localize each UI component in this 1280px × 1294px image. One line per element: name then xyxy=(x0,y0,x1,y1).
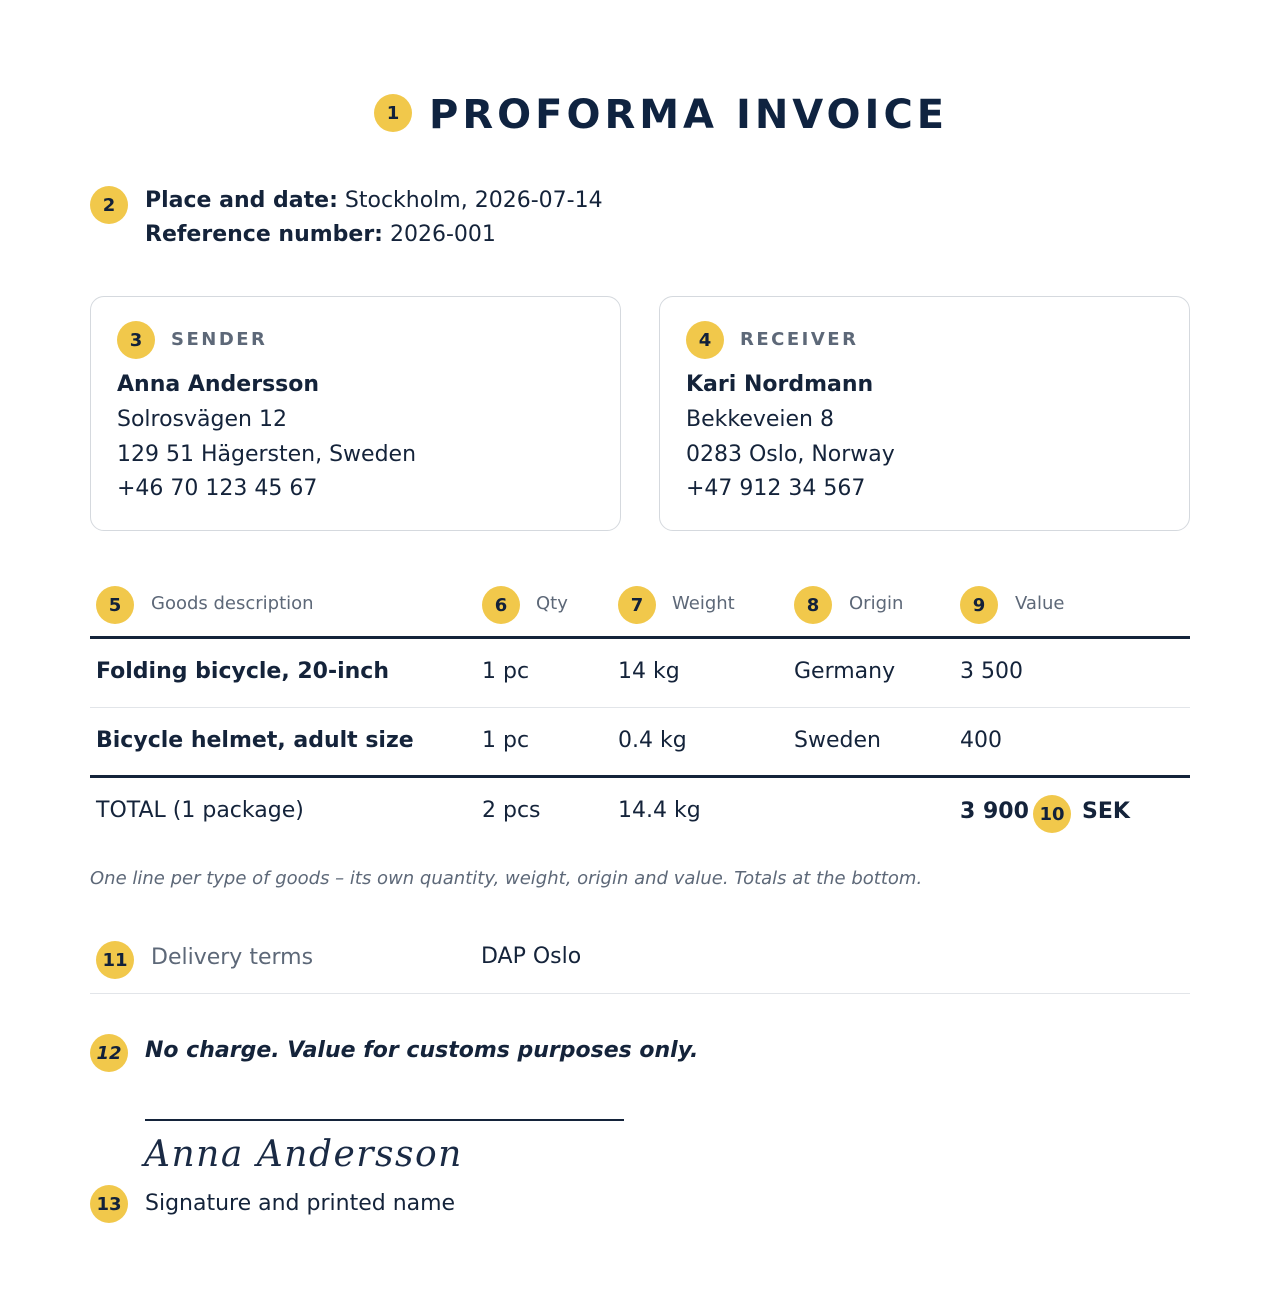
row-1-qty: 1 pc xyxy=(482,659,530,684)
marker-2: 2 xyxy=(90,186,128,224)
marker-13: 13 xyxy=(90,1185,128,1223)
marker-7: 7 xyxy=(618,586,656,624)
signature-text: Anna Andersson xyxy=(144,1134,463,1175)
marker-1: 1 xyxy=(374,94,412,132)
total-value: 3 900 xyxy=(960,799,1029,824)
signature-line xyxy=(145,1119,624,1121)
marker-11: 11 xyxy=(96,941,134,979)
row-2-qty: 1 pc xyxy=(482,728,530,753)
header-qty: Qty xyxy=(536,593,568,614)
row-2-description: Bicycle helmet, adult size xyxy=(96,728,414,753)
receiver-name: Kari Nordmann xyxy=(686,372,874,397)
sender-name: Anna Andersson xyxy=(117,372,320,397)
header-origin: Origin xyxy=(849,593,904,614)
ref-label: Reference number: xyxy=(145,222,383,247)
total-currency: SEK xyxy=(1082,799,1130,824)
receiver-label: RECEIVER xyxy=(740,329,859,350)
marker-4: 4 xyxy=(686,321,724,359)
marker-8: 8 xyxy=(794,586,832,624)
place-label: Place and date: xyxy=(145,188,338,213)
row-1-origin: Germany xyxy=(794,659,896,684)
signature-caption: Signature and printed name xyxy=(145,1191,456,1216)
marker-3: 3 xyxy=(117,321,155,359)
delivery-terms-label: Delivery terms xyxy=(151,945,314,970)
marker-12: 12 xyxy=(90,1034,128,1072)
marker-5: 5 xyxy=(96,586,134,624)
place-value: Stockholm, 2026-07-14 xyxy=(344,188,603,213)
total-weight: 14.4 kg xyxy=(618,798,701,823)
sender-label: SENDER xyxy=(171,329,268,350)
place-and-date xyxy=(145,188,603,213)
header-weight: Weight xyxy=(672,593,735,614)
sender-street: Solrosvägen 12 xyxy=(117,407,287,432)
sender-city: 129 51 Hägersten, Sweden xyxy=(117,442,417,467)
receiver-phone: +47 912 34 567 xyxy=(686,476,866,501)
table-header-rule xyxy=(90,636,1190,639)
delivery-terms-value: DAP Oslo xyxy=(481,944,582,969)
no-charge-statement: No charge. Value for customs purposes only. xyxy=(145,1038,699,1063)
receiver-street: Bekkeveien 8 xyxy=(686,407,834,432)
table-total-rule xyxy=(90,775,1190,778)
row-2-value: 400 xyxy=(960,728,1002,753)
sender-phone: +46 70 123 45 67 xyxy=(117,476,318,501)
marker-9: 9 xyxy=(960,586,998,624)
handwritten-signature xyxy=(140,1128,470,1178)
receiver-card xyxy=(659,296,1190,531)
marker-10: 10 xyxy=(1033,795,1071,833)
receiver-city: 0283 Oslo, Norway xyxy=(686,442,895,467)
page-title: PROFORMA INVOICE xyxy=(429,92,949,138)
delivery-divider xyxy=(90,993,1190,994)
reference-number xyxy=(145,222,496,247)
row-1-weight: 14 kg xyxy=(618,659,680,684)
row-2-weight: 0.4 kg xyxy=(618,728,687,753)
marker-6: 6 xyxy=(482,586,520,624)
table-note: One line per type of goods – its own quantity, weight, origin and value. Totals at the bottom. xyxy=(90,868,923,889)
sender-card xyxy=(90,296,621,531)
row-1-description: Folding bicycle, 20-inch xyxy=(96,659,389,684)
total-label: TOTAL (1 package) xyxy=(96,798,304,823)
ref-value: 2026-001 xyxy=(389,222,496,247)
header-value: Value xyxy=(1015,593,1065,614)
header-description: Goods description xyxy=(151,593,314,614)
row-2-origin: Sweden xyxy=(794,728,881,753)
total-qty: 2 pcs xyxy=(482,798,541,823)
row-1-value: 3 500 xyxy=(960,659,1023,684)
row-divider xyxy=(90,707,1190,708)
